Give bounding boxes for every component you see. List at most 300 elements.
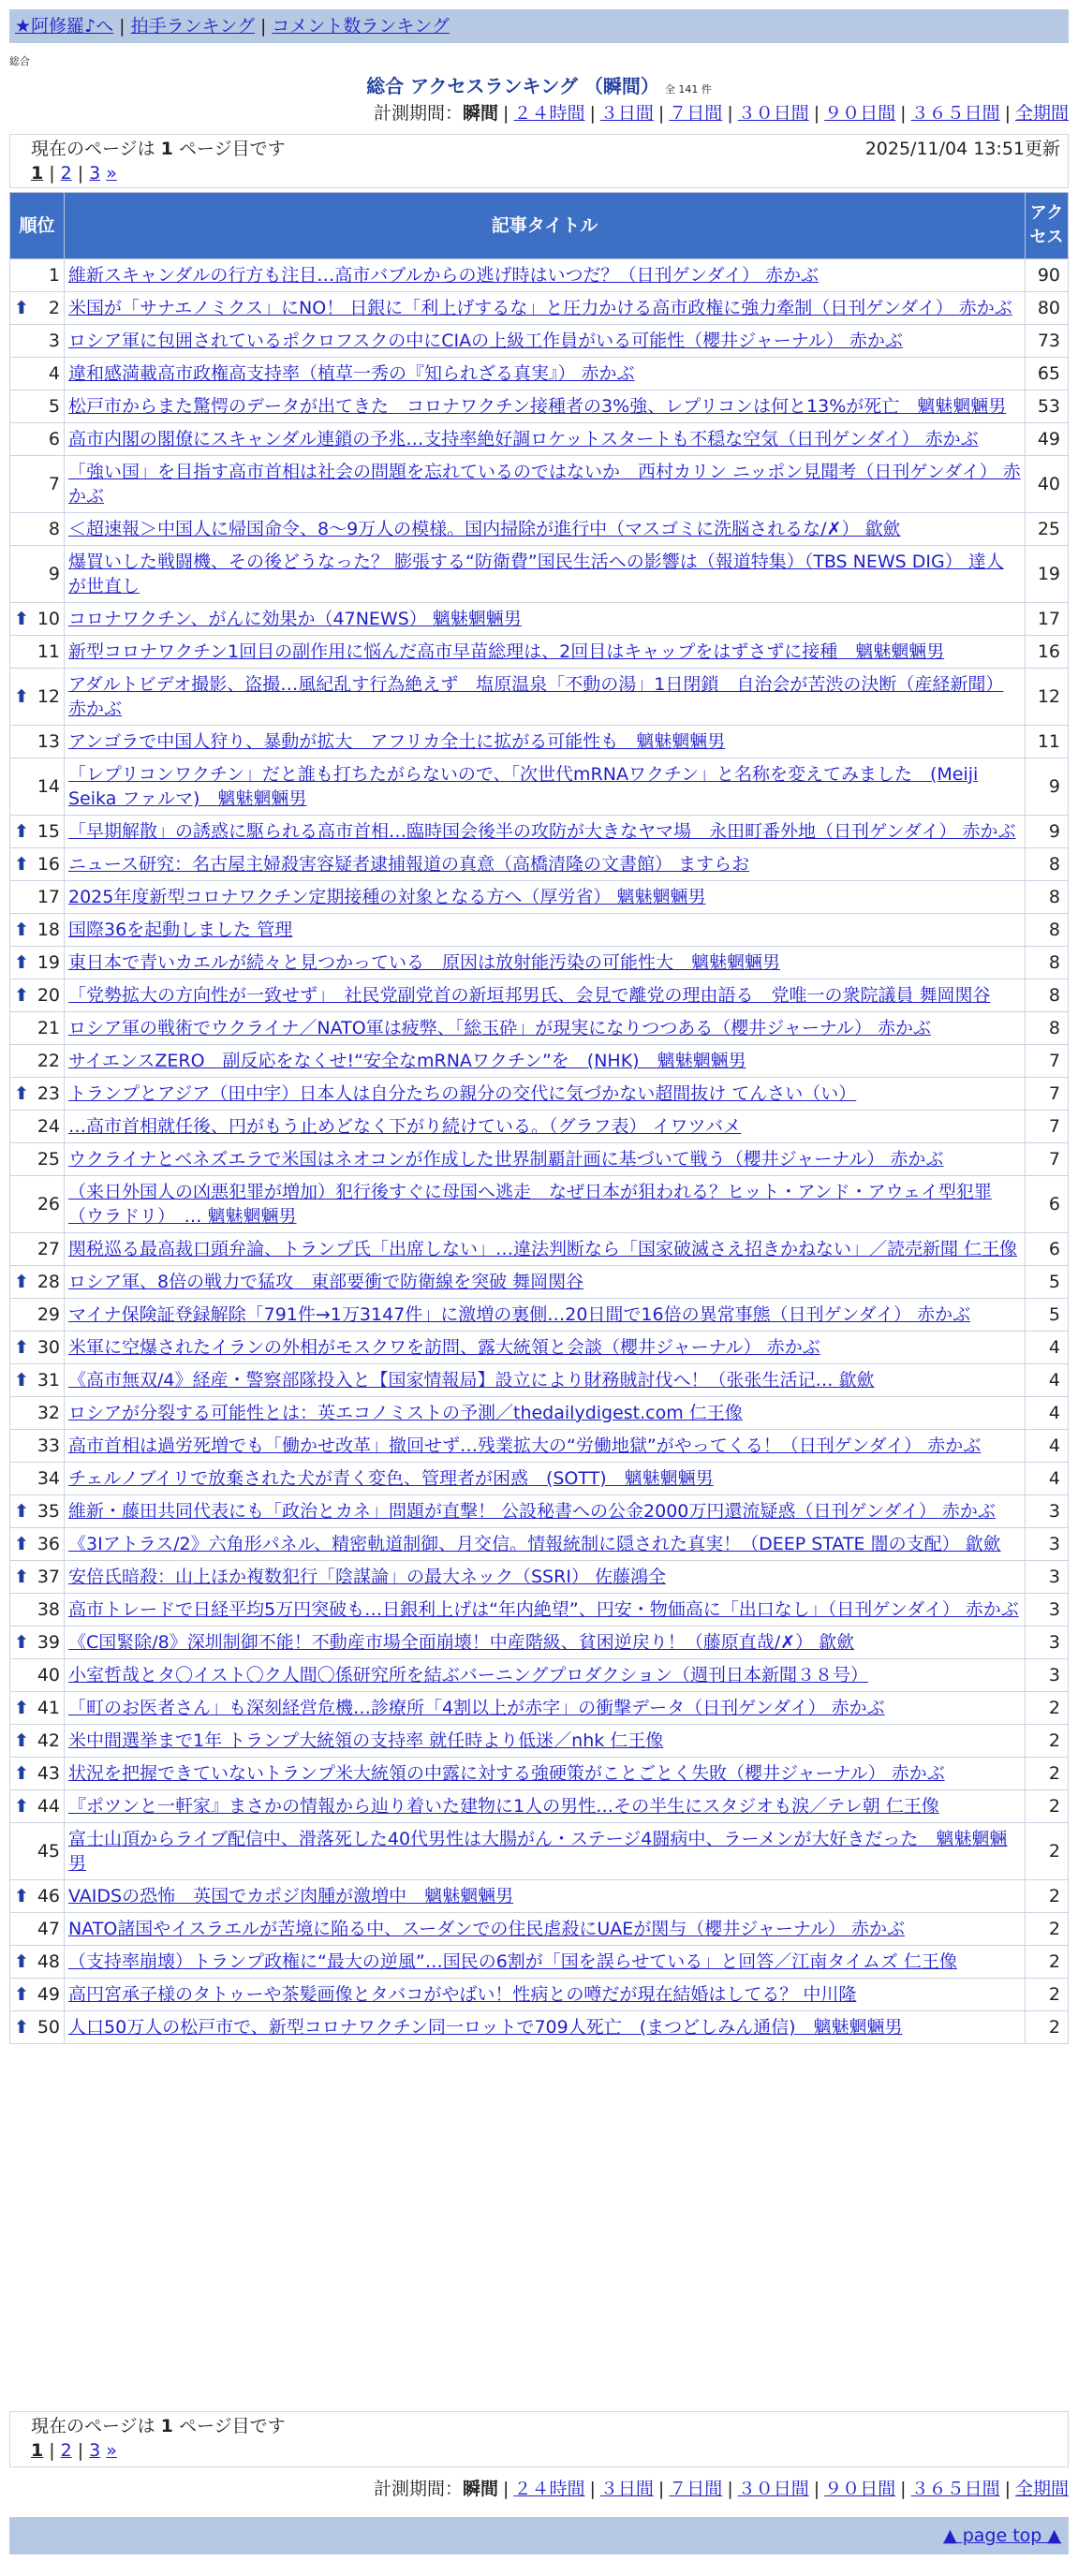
- access-count: 3: [1026, 1627, 1069, 1659]
- title-cell: [65, 1012, 1026, 1045]
- period-link[interactable]: ２４時間: [513, 103, 585, 124]
- article-link[interactable]: 違和感満載高市政権高支持率（植草一秀の『知られざる真実』） 赤かぶ: [68, 363, 635, 384]
- next-page-link[interactable]: »: [106, 2440, 117, 2461]
- table-row: [10, 636, 1069, 669]
- page-link[interactable]: 3: [89, 2440, 101, 2461]
- rank-number: 30: [37, 1337, 60, 1358]
- table-row: [10, 1880, 1069, 1913]
- article-link[interactable]: 高市首相は過労死増でも「働かせ改革」撤回せず…残業拡大の“労働地獄”がやってくる！（日刊ゲンダイ） 赤かぶ: [68, 1435, 982, 1456]
- period-separator: |: [900, 2479, 907, 2499]
- period-current: 瞬間: [463, 103, 499, 124]
- access-count: 3: [1026, 1659, 1069, 1692]
- title-cell: [65, 669, 1026, 726]
- access-count: 17: [1026, 603, 1069, 636]
- rank-number: 33: [37, 1435, 60, 1456]
- table-row: [10, 456, 1069, 513]
- rank-number: 42: [37, 1730, 60, 1751]
- rank-cell: [10, 1823, 65, 1880]
- rank-cell: [10, 1332, 65, 1364]
- rank-cell: [10, 1725, 65, 1758]
- period-separator: |: [813, 103, 820, 124]
- current-page-number: 1: [160, 2416, 173, 2436]
- total-count: 全 141 件: [664, 83, 712, 96]
- article-link[interactable]: ロシアが分裂する可能性とは：英エコノミストの予測／thedailydigest.com 仁王像: [68, 1403, 743, 1423]
- article-link[interactable]: マイナ保険証登録解除「791件→1万3147件」に激増の裏側…20日間で16倍の異常事態（日刊ゲンダイ） 赤かぶ: [68, 1304, 971, 1325]
- up-arrow-icon: ⬆: [14, 1763, 29, 1784]
- access-count: 25: [1026, 513, 1069, 546]
- table-row: [10, 1594, 1069, 1627]
- period-separator: |: [727, 2479, 733, 2499]
- title-cell: [65, 1430, 1026, 1463]
- article-link[interactable]: 2025年度新型コロナワクチン定期接種の対象となる方へ（厚労省） 魑魅魍魎男: [68, 887, 706, 907]
- access-count: 12: [1026, 669, 1069, 726]
- rank-cell: [10, 259, 65, 292]
- up-arrow-icon: ⬆: [14, 985, 29, 1006]
- table-row: [10, 1692, 1069, 1725]
- title-cell: [65, 947, 1026, 979]
- rank-number: 23: [37, 1083, 60, 1104]
- rank-cell: [10, 1528, 65, 1561]
- header-title: 記事タイトル: [65, 193, 1026, 259]
- rank-cell: [10, 1364, 65, 1397]
- article-link[interactable]: VAIDSの恐怖 英国でカポジ肉腫が激増中 魑魅魍魎男: [68, 1886, 514, 1906]
- article-link[interactable]: ＜超速報＞中国人に帰国命令、8～9万人の模様。国内掃除が進行中（マスゴミに洗脳されるな/✗） 歙歛: [68, 519, 901, 539]
- rank-cell: [10, 423, 65, 456]
- table-row: [10, 358, 1069, 390]
- title-cell: [65, 1266, 1026, 1299]
- table-row: [10, 1561, 1069, 1594]
- article-link[interactable]: …高市首相就任後、円がもう止めどなく下がり続けている。（グラフ表） イワツバメ: [68, 1116, 742, 1137]
- access-count: 6: [1026, 1176, 1069, 1233]
- table-row: [10, 1176, 1069, 1233]
- rank-cell: [10, 1692, 65, 1725]
- up-arrow-icon: ⬆: [14, 298, 29, 318]
- article-link[interactable]: アンゴラで中国人狩り、暴動が拡大 アフリカ全土に拡がる可能性も 魑魅魍魎男: [68, 731, 726, 752]
- article-link[interactable]: 安倍氏暗殺：山上ほか複数犯行「陰謀論」の最大ネック（SSRI） 佐藤鴻全: [68, 1567, 666, 1587]
- title-cell: [65, 1528, 1026, 1561]
- rank-cell: [10, 979, 65, 1012]
- access-count: 2: [1026, 1758, 1069, 1790]
- period-link[interactable]: ３６５日間: [910, 103, 1000, 124]
- period-separator: |: [503, 2479, 509, 2499]
- page-separator: |: [77, 2440, 84, 2461]
- rank-cell: [10, 914, 65, 947]
- rank-cell: [10, 358, 65, 390]
- nav-link-comment-ranking[interactable]: コメント数ランキング: [272, 16, 450, 37]
- rank-number: 27: [37, 1239, 60, 1259]
- table-row: [10, 513, 1069, 546]
- article-link[interactable]: 高市トレードで日経平均5万円突破も…日銀利上げは“年内絶望”、円安・物価高に「出口なし」（日刊ゲンダイ） 赤かぶ: [68, 1599, 1019, 1620]
- rank-number: 50: [37, 2017, 60, 2038]
- period-separator: |: [1004, 103, 1011, 124]
- nav-link-applause-ranking[interactable]: 拍手ランキング: [130, 16, 256, 37]
- access-count: 5: [1026, 1266, 1069, 1299]
- rank-cell: [10, 1176, 65, 1233]
- page-link[interactable]: 2: [60, 163, 72, 184]
- rank-number: 46: [37, 1886, 60, 1906]
- table-row: [10, 1397, 1069, 1430]
- article-link[interactable]: 《C国緊除/8》深圳制御不能！不動産市場全面崩壊！中産階級、貧困逆戻り！（藤原直哉/✗） 歙歛: [68, 1632, 855, 1653]
- rank-cell: [10, 1913, 65, 1946]
- title-cell: [65, 1692, 1026, 1725]
- access-count: 73: [1026, 325, 1069, 358]
- article-link[interactable]: （来日外国人の凶悪犯罪が増加）犯行後すぐに母国へ逃走 なぜ日本が狙われる？ヒット・アンド・アウェイ型犯罪（ウラドリ） … 魑魅魍魎男: [68, 1182, 992, 1227]
- article-link[interactable]: （支持率崩壊）トランプ政権に“最大の逆風”…国民の6割が「国を誤らせている」と回答／江南タイムズ 仁王像: [68, 1951, 957, 1972]
- period-separator: |: [900, 103, 907, 124]
- table-row: [10, 423, 1069, 456]
- period-link[interactable]: 全期間: [1014, 2479, 1069, 2499]
- rank-cell: [10, 1561, 65, 1594]
- page-link[interactable]: 2: [60, 2440, 72, 2461]
- article-link[interactable]: 高市内閣の閣僚にスキャンダル連鎖の予兆…支持率絶好調ロケットスタートも不穏な空気（日刊ゲンダイ） 赤かぶ: [68, 429, 979, 449]
- page-current: 1: [31, 163, 44, 184]
- article-link[interactable]: 米中間選挙まで1年 トランプ大統領の支持率 就任時より低迷／nhk 仁王像: [68, 1730, 664, 1751]
- table-row: [10, 881, 1069, 914]
- title-cell: [65, 1463, 1026, 1495]
- article-link[interactable]: ロシア軍、8倍の戦力で猛攻 東部要衝で防衛線を突破 舞岡関谷: [68, 1272, 584, 1292]
- period-link[interactable]: ３０日間: [737, 2479, 809, 2499]
- access-count: 16: [1026, 636, 1069, 669]
- period-link[interactable]: 全期間: [1014, 103, 1069, 124]
- rank-number: 10: [37, 609, 60, 629]
- article-link[interactable]: 小室哲哉とタ〇イスト〇ク人間〇係研究所を結ぶバーニングプロダクション（週刊日本新聞３８号）: [68, 1665, 869, 1685]
- rank-number: 44: [37, 1796, 60, 1817]
- access-count: 6: [1026, 1233, 1069, 1266]
- period-link[interactable]: ７日間: [669, 2479, 723, 2499]
- table-row: [10, 669, 1069, 726]
- rank-cell: [10, 1143, 65, 1176]
- rank-number: 7: [48, 474, 60, 494]
- table-row: [10, 1946, 1069, 1979]
- access-count: 7: [1026, 1078, 1069, 1111]
- table-row: [10, 947, 1069, 979]
- page-separator: |: [49, 163, 55, 184]
- title-cell: [65, 816, 1026, 848]
- access-count: 2: [1026, 1725, 1069, 1758]
- article-link[interactable]: 富士山頂からライブ配信中、滑落死した40代男性は大腸がん・ステージ4闘病中、ラーメンが大好きだった 魑魅魍魎男: [68, 1829, 1008, 1874]
- rank-number: 22: [37, 1051, 60, 1071]
- period-link[interactable]: ７日間: [669, 103, 723, 124]
- title-cell: [65, 2011, 1026, 2044]
- rank-cell: [10, 1397, 65, 1430]
- rank-number: 26: [37, 1194, 60, 1214]
- title-cell: [65, 1045, 1026, 1078]
- article-link[interactable]: 米国が「サナエノミクス」にNO！ 日銀に「利上げするな」と圧力かける高市政権に強力牽制（日刊ゲンダイ） 赤かぶ: [68, 298, 1012, 318]
- rank-cell: [10, 1233, 65, 1266]
- table-row: [10, 259, 1069, 292]
- page-top-link[interactable]: ▲ page top ▲: [943, 2525, 1061, 2546]
- rank-cell: [10, 456, 65, 513]
- article-link[interactable]: 「町のお医者さん」も深刻経営危機…診療所「4割以上が赤字」の衝撃データ（日刊ゲンダイ） 赤かぶ: [68, 1698, 885, 1718]
- article-link[interactable]: 『ポツンと一軒家』まさかの情報から辿り着いた建物に1人の男性…その半生にスタジオも涙／テレ朝 仁王像: [68, 1796, 939, 1817]
- table-row: [10, 390, 1069, 423]
- rank-cell: [10, 1594, 65, 1627]
- period-selector-top: [374, 101, 1069, 125]
- period-current: 瞬間: [463, 2479, 499, 2499]
- rank-number: 48: [37, 1951, 60, 1972]
- access-count: 7: [1026, 1111, 1069, 1143]
- up-arrow-icon: ⬆: [14, 1501, 29, 1522]
- rank-number: 19: [37, 952, 60, 973]
- rank-number: 29: [37, 1304, 60, 1325]
- rank-number: 38: [37, 1599, 60, 1620]
- access-count: 3: [1026, 1528, 1069, 1561]
- access-count: 4: [1026, 1430, 1069, 1463]
- period-link[interactable]: ９０日間: [824, 103, 896, 124]
- period-label: 計測期間：: [374, 103, 464, 124]
- article-link[interactable]: 「党勢拡大の方向性が一致せず」 社民党副党首の新垣邦男氏、会見で離党の理由語る 党唯一の衆院議員 舞岡関谷: [68, 985, 991, 1006]
- access-count: 3: [1026, 1495, 1069, 1528]
- table-row: [10, 1627, 1069, 1659]
- table-row: [10, 1266, 1069, 1299]
- title-cell: [65, 1913, 1026, 1946]
- rank-number: 1: [48, 265, 60, 286]
- period-link[interactable]: ３０日間: [737, 103, 809, 124]
- up-arrow-icon: ⬆: [14, 1886, 29, 1906]
- title-cell: [65, 423, 1026, 456]
- article-link[interactable]: 維新スキャンダルの行方も注目…高市バブルからの逃げ時はいつだ？（日刊ゲンダイ） 赤かぶ: [68, 265, 820, 286]
- article-link[interactable]: 関税巡る最高裁口頭弁論、トランプ氏「出席しない」…違法判断なら「国家破滅さえ招きかねない」／読売新聞 仁王像: [68, 1239, 1018, 1259]
- period-link[interactable]: ３日間: [599, 103, 654, 124]
- rank-number: 12: [37, 686, 60, 707]
- period-selector-bottom: [374, 2477, 1069, 2501]
- access-count: 8: [1026, 1012, 1069, 1045]
- title-cell: [65, 456, 1026, 513]
- article-link[interactable]: 状況を把握できていないトランプ米大統領の中露に対する強硬策がことごとく失敗（櫻井ジャーナル） 赤かぶ: [68, 1763, 945, 1784]
- rank-number: 49: [37, 1984, 60, 2005]
- article-link[interactable]: 《3Iアトラス/2》六角形パネル、精密軌道制御、月交信。情報統制に隠された真実！（DEEP STATE 闇の支配） 歙歛: [68, 1534, 1001, 1554]
- article-link[interactable]: 東日本で青いカエルが続々と見つかっている 原因は放射能汚染の可能性大 魑魅魍魎男: [68, 952, 781, 973]
- article-link[interactable]: 「早期解散」の誘惑に駆られる高市首相…臨時国会後半の攻防が大きなヤマ場 永田町番外地（日刊ゲンダイ） 赤かぶ: [68, 821, 1016, 842]
- access-count: 2: [1026, 1913, 1069, 1946]
- rank-cell: [10, 325, 65, 358]
- article-link[interactable]: NATO諸国やイスラエルが苦境に陥る中、スーダンでの住民虐殺にUAEが関与（櫻井ジャーナル） 赤かぶ: [68, 1919, 905, 1939]
- rank-number: 13: [37, 731, 60, 752]
- up-arrow-icon: ⬆: [14, 1337, 29, 1358]
- article-link[interactable]: アダルトビデオ撮影、盗撮…風紀乱す行為絶えず 塩原温泉「不動の湯」1日閉鎖 自治会が苦渋の決断（産経新聞） 赤かぶ: [68, 674, 1004, 719]
- rank-number: 28: [37, 1272, 60, 1292]
- table-row: [10, 979, 1069, 1012]
- rank-number: 5: [48, 396, 60, 417]
- rank-number: 32: [37, 1403, 60, 1423]
- article-link[interactable]: ウクライナとベネズエラで米国はネオコンが作成した世界制覇計画に基づいて戦う（櫻井ジャーナル） 赤かぶ: [68, 1149, 944, 1170]
- rank-number: 37: [37, 1567, 60, 1587]
- rank-number: 47: [37, 1919, 60, 1939]
- rank-cell: [10, 1012, 65, 1045]
- nav-separator: |: [119, 16, 126, 37]
- access-count: 3: [1026, 1594, 1069, 1627]
- up-arrow-icon: ⬆: [14, 1534, 29, 1554]
- access-count: 19: [1026, 546, 1069, 603]
- rank-cell: [10, 1463, 65, 1495]
- access-count: 90: [1026, 259, 1069, 292]
- title-cell: [65, 1332, 1026, 1364]
- up-arrow-icon: ⬆: [14, 1632, 29, 1653]
- table-row: [10, 1659, 1069, 1692]
- article-link[interactable]: コロナワクチン、がんに効果か（47NEWS） 魑魅魍魎男: [68, 609, 522, 629]
- access-count: 49: [1026, 423, 1069, 456]
- rank-number: 24: [37, 1116, 60, 1137]
- rank-number: 35: [37, 1501, 60, 1522]
- access-count: 8: [1026, 848, 1069, 881]
- rank-number: 3: [48, 331, 60, 351]
- rank-number: 41: [37, 1698, 60, 1718]
- title-cell: [65, 1299, 1026, 1332]
- article-link[interactable]: サイエンスZERO 副反応をなくせ!“安全なmRNAワクチン”を (NHK) 魑魅魍魎男: [68, 1051, 746, 1071]
- rank-number: 25: [37, 1149, 60, 1170]
- title-cell: [65, 358, 1026, 390]
- period-link[interactable]: ９０日間: [824, 2479, 896, 2499]
- table-row: [10, 1299, 1069, 1332]
- article-link[interactable]: 松戸市からまた驚愕のデータが出てきた コロナワクチン接種者の3%強、レプリコンは何と13%が死亡 魑魅魍魎男: [68, 396, 1007, 417]
- up-arrow-icon: ⬆: [14, 1984, 29, 2005]
- table-row: [10, 1364, 1069, 1397]
- period-separator: |: [589, 103, 596, 124]
- title-cell: [65, 513, 1026, 546]
- bottom-bar: [9, 2517, 1069, 2554]
- up-arrow-icon: ⬆: [14, 1730, 29, 1751]
- title-cell: [65, 1495, 1026, 1528]
- period-separator: |: [657, 2479, 665, 2499]
- rank-cell: [10, 947, 65, 979]
- access-count: 4: [1026, 1364, 1069, 1397]
- rank-cell: [10, 1299, 65, 1332]
- rank-cell: [10, 816, 65, 848]
- title-cell: [65, 325, 1026, 358]
- period-separator: |: [589, 2479, 596, 2499]
- rank-number: 31: [37, 1370, 60, 1391]
- table-row: [10, 603, 1069, 636]
- article-link[interactable]: ロシア軍に包囲されているポクロフスクの中にCIAの上級工作員がいる可能性（櫻井ジャーナル） 赤かぶ: [68, 331, 903, 351]
- next-page-link[interactable]: »: [106, 163, 117, 184]
- access-count: 8: [1026, 979, 1069, 1012]
- header-rank: 順位: [10, 193, 65, 259]
- access-count: 8: [1026, 881, 1069, 914]
- article-link[interactable]: 維新・藤田共同代表にも「政治とカネ」問題が直撃！ 公設秘書への公金2000万円還流疑惑（日刊ゲンダイ） 赤かぶ: [68, 1501, 996, 1522]
- title-cell: [65, 1143, 1026, 1176]
- rank-cell: [10, 603, 65, 636]
- table-row: [10, 1233, 1069, 1266]
- table-row: [10, 816, 1069, 848]
- rank-number: 21: [37, 1018, 60, 1038]
- title-cell: [65, 848, 1026, 881]
- period-separator: |: [657, 103, 665, 124]
- article-link[interactable]: トランプとアジア（田中宇）日本人は自分たちの親分の交代に気づかない超間抜け てんさい（い）: [68, 1083, 857, 1104]
- nav-link-asyura-home[interactable]: ★阿修羅♪へ: [15, 16, 114, 37]
- access-count: 11: [1026, 726, 1069, 758]
- page-current: 1: [31, 2440, 44, 2461]
- up-arrow-icon: ⬆: [14, 854, 29, 875]
- title-cell: [65, 1823, 1026, 1880]
- access-count: 80: [1026, 292, 1069, 325]
- table-row: [10, 2011, 1069, 2044]
- top-nav-bar: [9, 9, 1069, 43]
- period-separator: |: [813, 2479, 820, 2499]
- up-arrow-icon: ⬆: [14, 1796, 29, 1817]
- rank-number: 40: [37, 1665, 60, 1685]
- article-link[interactable]: ニュース研究：名古屋主婦殺害容疑者逮捕報道の真意（高橋清隆の文書館） ますらお: [68, 854, 750, 875]
- rank-number: 14: [37, 776, 60, 797]
- page-separator: |: [77, 163, 84, 184]
- ranking-table: [9, 192, 1069, 2044]
- table-header-row: [10, 193, 1069, 259]
- rank-cell: [10, 2011, 65, 2044]
- table-row: [10, 292, 1069, 325]
- access-count: 7: [1026, 1143, 1069, 1176]
- title-cell: [65, 546, 1026, 603]
- page-link[interactable]: 3: [89, 163, 101, 184]
- title-cell: [65, 1659, 1026, 1692]
- title-cell: [65, 1758, 1026, 1790]
- rank-number: 45: [37, 1841, 60, 1862]
- rank-number: 8: [48, 519, 60, 539]
- article-link[interactable]: ロシア軍の戦術でウクライナ／NATO軍は疲弊、「総玉砕」が現実になりつつある（櫻井ジャーナル） 赤かぶ: [68, 1018, 931, 1038]
- title-cell: [65, 1979, 1026, 2011]
- article-link[interactable]: 「強い国」を目指す高市首相は社会の問題を忘れているのではないか 西村カリン ニッポン見聞考（日刊ゲンダイ） 赤かぶ: [68, 462, 1021, 507]
- nav-separator: |: [260, 16, 267, 37]
- article-link[interactable]: 《高市無双/4》経産・警察部隊投入と【国家情報局】設立により財務賊討伐へ！（张张生活记… 歙歛: [68, 1370, 875, 1391]
- table-row: [10, 1111, 1069, 1143]
- rank-cell: [10, 1659, 65, 1692]
- rank-cell: [10, 390, 65, 423]
- table-row: [10, 1045, 1069, 1078]
- title-cell: [65, 1725, 1026, 1758]
- article-link[interactable]: 新型コロナワクチン1回目の副作用に悩んだ高市早苗総理は、2回目はキャップをはずさずに接種 魑魅魍魎男: [68, 641, 945, 662]
- title-cell: [65, 259, 1026, 292]
- article-link[interactable]: 高円宮承子様のタトゥーや茶髪画像とタバコがやばい！性病との噂だが現在結婚はしてる？ 中川隆: [68, 1984, 857, 2005]
- rank-cell: [10, 292, 65, 325]
- rank-cell: [10, 1495, 65, 1528]
- period-link[interactable]: ３日間: [599, 2479, 654, 2499]
- period-link[interactable]: ３６５日間: [910, 2479, 1000, 2499]
- period-link[interactable]: ２４時間: [513, 2479, 585, 2499]
- updated-timestamp: 2025/11/04 13:51更新: [864, 139, 1060, 159]
- article-link[interactable]: 人口50万人の松戸市で、新型コロナワクチン同一ロットで709人死亡 (まつどしみん通信) 魑魅魍魎男: [68, 2017, 903, 2038]
- title-cell: [65, 1946, 1026, 1979]
- title-cell: [65, 914, 1026, 947]
- page-separator: |: [49, 2440, 55, 2461]
- up-arrow-icon: ⬆: [14, 1272, 29, 1292]
- article-link[interactable]: 国際36を起動しました 管理: [68, 920, 293, 940]
- table-row: [10, 914, 1069, 947]
- pager-bottom: [9, 2411, 1069, 2467]
- article-link[interactable]: 「レプリコンワクチン」だと誰も打ちたがらないので、「次世代mRNAワクチン」と名称を変えてみました (Meiji Seika ファルマ) 魑魅魍魎男: [68, 764, 979, 809]
- access-count: 4: [1026, 1397, 1069, 1430]
- table-row: [10, 546, 1069, 603]
- article-link[interactable]: 米軍に空爆されたイランの外相がモスクワを訪問、露大統領と会談（櫻井ジャーナル） 赤かぶ: [68, 1337, 820, 1358]
- up-arrow-icon: ⬆: [14, 1083, 29, 1104]
- rank-cell: [10, 1266, 65, 1299]
- up-arrow-icon: ⬆: [14, 952, 29, 973]
- title-cell: [65, 726, 1026, 758]
- rank-cell: [10, 669, 65, 726]
- rank-number: 20: [37, 985, 60, 1006]
- access-count: 65: [1026, 358, 1069, 390]
- up-arrow-icon: ⬆: [14, 686, 29, 707]
- title-cell: [65, 1880, 1026, 1913]
- rank-cell: [10, 881, 65, 914]
- rank-number: 17: [37, 887, 60, 907]
- rank-cell: [10, 848, 65, 881]
- rank-cell: [10, 636, 65, 669]
- rank-cell: [10, 1627, 65, 1659]
- article-link[interactable]: チェルノブイリで放棄された犬が青く変色、管理者が困惑 (SOTT) 魑魅魍魎男: [68, 1468, 714, 1489]
- access-count: 2: [1026, 1946, 1069, 1979]
- period-label: 計測期間：: [374, 2479, 464, 2499]
- access-count: 2: [1026, 1979, 1069, 2011]
- article-link[interactable]: 爆買いした戦闘機、その後どうなった？ 膨張する“防衛費”国民生活への影響は（報道特集）（TBS NEWS DIG） 達人が世直し: [68, 552, 1004, 596]
- rank-cell: [10, 1880, 65, 1913]
